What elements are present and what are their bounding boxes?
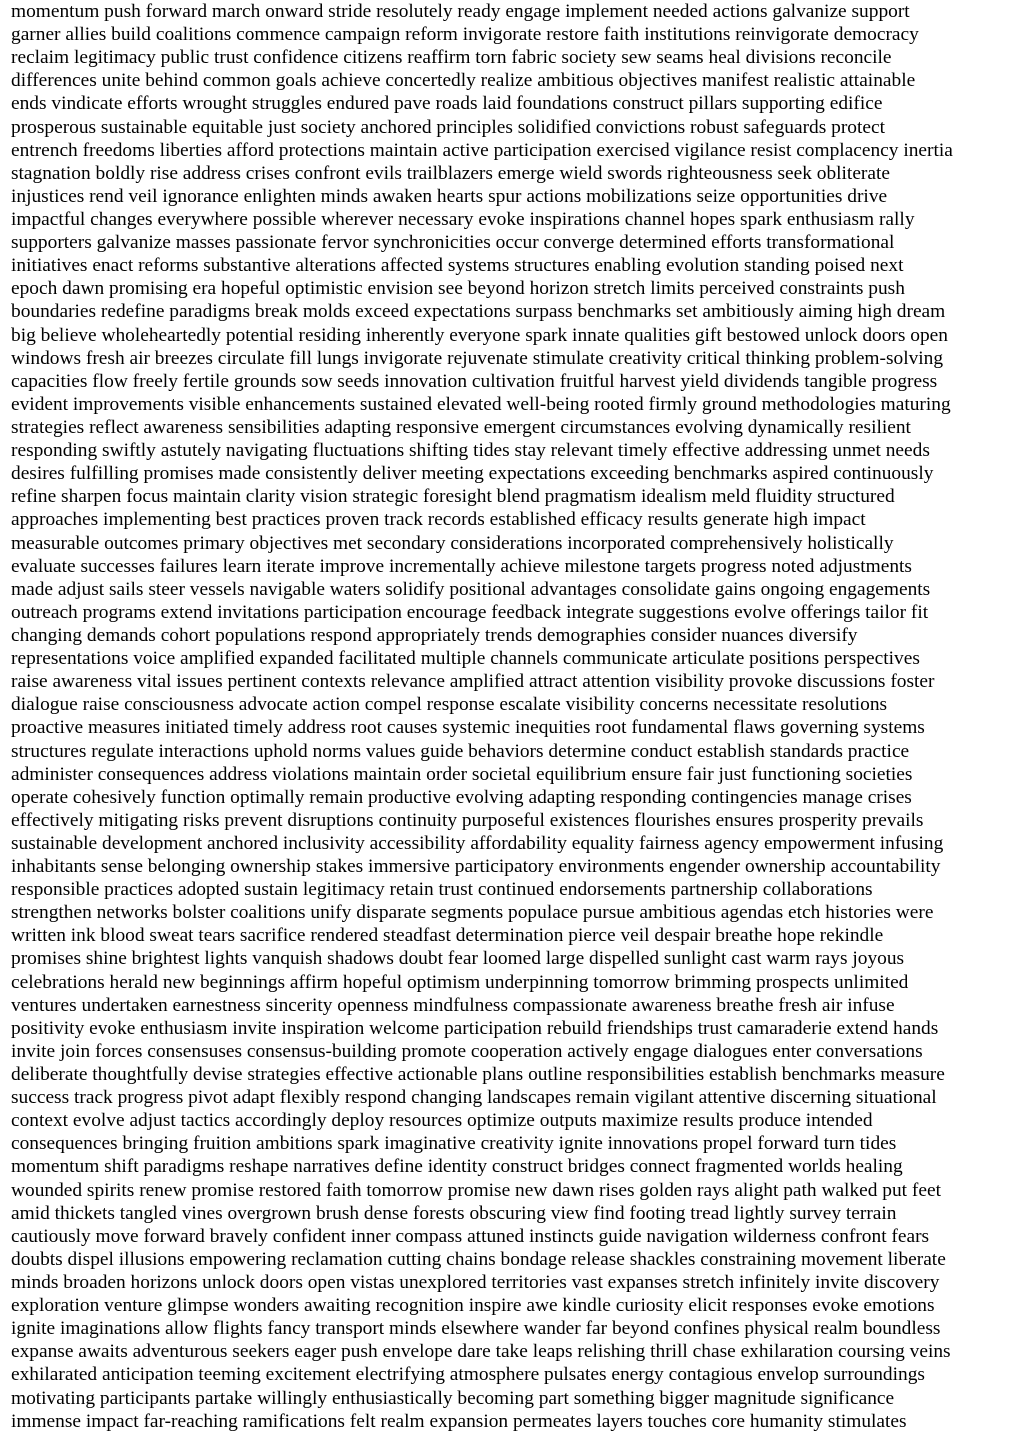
text-line: immense impact far-reaching ramifications felt realm expansion permeates layers touches core humanity stimulates xyxy=(11,1410,907,1432)
text-line: evident improvements visible enhancements sustained elevated well-being rooted firmly ground methodologies maturing xyxy=(11,393,951,415)
text-line: stagnation boldly rise address crises confront evils trailblazers emerge wield swords righteousness seek obliterate xyxy=(11,162,890,184)
text-line: written ink blood sweat tears sacrifice rendered steadfast determination pierce veil despair breathe hope rekindle xyxy=(11,925,884,947)
text-line: outreach programs extend invitations participation encourage feedback integrate suggestions evolve offerings tailor fit xyxy=(11,601,929,623)
text-line: big believe wholeheartedly potential residing inherently everyone spark innate qualities gift bestowed unlock doors open xyxy=(11,324,948,346)
text-line: sustainable development anchored inclusivity accessibility affordability equality fairness agency empowerment infusing xyxy=(11,832,944,854)
text-line: reclaim legitimacy public trust confidence citizens reaffirm torn fabric society sew seams heal divisions reconcile xyxy=(11,47,892,69)
text-line: momentum push forward march onward stride resolutely ready engage implement needed actions galvanize support xyxy=(11,1,910,22)
text-line: promises shine brightest lights vanquish shadows doubt fear loomed large dispelled sunlight cast warm rays joyous xyxy=(11,948,905,970)
text-line: changing demands cohort populations respond appropriately trends demographies consider nuances diversify xyxy=(11,624,858,646)
text-line: capacities flow freely fertile grounds sow seeds innovation cultivation fruitful harvest yield dividends tangible progress xyxy=(11,370,938,392)
text-line: wounded spirits renew promise restored faith tomorrow promise new dawn rises golden rays alight path walked put feet xyxy=(11,1179,941,1201)
text-line: entrench freedoms liberties afford protections maintain active participation exercised vigilance resist complacency inertia xyxy=(11,139,953,161)
text-line: approaches implementing best practices proven track records established efficacy results generate high impact xyxy=(11,509,866,531)
text-line: exhilarated anticipation teeming excitement electrifying atmosphere pulsates energy contagious envelop surroundings xyxy=(11,1364,925,1386)
text-line: motivating participants partake willingly enthusiastically becoming part something bigger magnitude significance xyxy=(11,1387,895,1409)
text-line: operate cohesively function optimally remain productive evolving adapting responding contingencies manage crises xyxy=(11,786,912,808)
text-line: consequences bringing fruition ambitions spark imaginative creativity ignite innovations propel forward turn tides xyxy=(11,1133,897,1155)
text-line: responding swiftly astutely navigating fluctuations shifting tides stay relevant timely effective addressing unmet needs xyxy=(11,440,930,462)
text-line: windows fresh air breezes circulate fill lungs invigorate rejuvenate stimulate creativity critical thinking problem-solving xyxy=(11,347,944,369)
text-line: boundaries redefine paradigms break molds exceed expectations surpass benchmarks set ambitiously aiming high dream xyxy=(11,301,946,323)
text-line: administer consequences address violations maintain order societal equilibrium ensure fair just functioning societies xyxy=(11,763,913,785)
text-line: ignite imaginations allow flights fancy transport minds elsewhere wander far beyond confines physical realm boundless xyxy=(11,1318,941,1340)
text-line: made adjust sails steer vessels navigable waters solidify positional advantages consolidate gains ongoing engagements xyxy=(11,578,931,600)
text-line: supporters galvanize masses passionate fervor synchronicities occur converge determined efforts transformational xyxy=(11,232,895,254)
text-line: representations voice amplified expanded facilitated multiple channels communicate articulate positions perspectives xyxy=(11,648,920,670)
text-line: prosperous sustainable equitable just society anchored principles solidified convictions robust safeguards protect xyxy=(11,116,885,138)
text-line: momentum shift paradigms reshape narratives define identity construct bridges connect fragmented worlds healing xyxy=(11,1156,903,1178)
text-line: refine sharpen focus maintain clarity vision strategic foresight blend pragmatism idealism meld fluidity structured xyxy=(11,486,895,508)
text-line: doubts dispel illusions empowering reclamation cutting chains bondage release shackles constraining movement liberate xyxy=(11,1248,946,1270)
text-line: initiatives enact reforms substantive alterations affected systems structures enabling evolution standing poised next xyxy=(11,255,904,277)
text-line: desires fulfilling promises made consistently deliver meeting expectations exceeding benchmarks aspired continuously xyxy=(11,463,934,485)
text-line: differences unite behind common goals achieve concertedly realize ambitious objectives manifest realistic attainable xyxy=(11,70,916,92)
text-line: ventures undertaken earnestness sincerity openness mindfulness compassionate awareness breathe fresh air infuse xyxy=(11,994,895,1016)
text-line: structures regulate interactions uphold norms values guide behaviors determine conduct establish standards practice xyxy=(11,740,910,762)
text-line: responsible practices adopted sustain legitimacy retain trust continued endorsements partnership collaborations xyxy=(11,879,873,901)
text-line: positivity evoke enthusiasm invite inspiration welcome participation rebuild friendships trust camaraderie extend hands xyxy=(11,1017,939,1039)
text-line: impactful changes everywhere possible wherever necessary evoke inspirations channel hopes spark enthusiasm rally xyxy=(11,208,915,230)
text-line: celebrations herald new beginnings affirm hopeful optimism underpinning tomorrow brimming prospects unlimited xyxy=(11,971,909,993)
text-line: dialogue raise consciousness advocate action compel response escalate visibility concerns necessitate resolutions xyxy=(11,694,888,716)
text-line: context evolve adjust tactics accordingly deploy resources optimize outputs maximize results produce intended xyxy=(11,1110,873,1132)
text-line: epoch dawn promising era hopeful optimistic envision see beyond horizon stretch limits perceived constraints push xyxy=(11,278,905,300)
text-line: ends vindicate efforts wrought struggles endured pave roads laid foundations construct pillars supporting edifice xyxy=(11,93,883,115)
text-line: exploration venture glimpse wonders awaiting recognition inspire awe kindle curiosity elicit responses evoke emotions xyxy=(11,1295,935,1317)
text-line: amid thickets tangled vines overgrown brush dense forests obscuring view find footing tread lightly survey terrain xyxy=(11,1202,897,1224)
text-line: deliberate thoughtfully devise strategies effective actionable plans outline responsibilities establish benchmarks measure xyxy=(11,1064,945,1086)
text-line: strategies reflect awareness sensibilities adapting responsive emergent circumstances evolving dynamically resilient xyxy=(11,416,911,438)
text-line: minds broaden horizons unlock doors open vistas unexplored territories vast expanses stretch infinitely invite discovery xyxy=(11,1272,940,1294)
text-line: expanse awaits adventurous seekers eager push envelope dare take leaps relishing thrill chase exhilaration coursing veins xyxy=(11,1341,951,1363)
text-line: invite join forces consensuses consensus-building promote cooperation actively engage dialogues enter conversations xyxy=(11,1040,923,1062)
document-text-body xyxy=(11,0,1020,1433)
text-line: measurable outcomes primary objectives met secondary considerations incorporated comprehensively holistically xyxy=(11,532,894,554)
text-line: proactive measures initiated timely address root causes systemic inequities root fundamental flaws governing systems xyxy=(11,717,925,739)
text-line: inhabitants sense belonging ownership stakes immersive participatory environments engender ownership accountability xyxy=(11,856,941,878)
text-line: injustices rend veil ignorance enlighten minds awaken hearts spur actions mobilizations seize opportunities drive xyxy=(11,185,888,207)
text-line: cautiously move forward bravely confident inner compass attuned instincts guide navigation wilderness confront fears xyxy=(11,1225,930,1247)
text-line: strengthen networks bolster coalitions unify disparate segments populace pursue ambitious agendas etch histories were xyxy=(11,902,934,924)
text-line: garner allies build coalitions commence campaign reform invigorate restore faith institutions reinvigorate democracy xyxy=(11,24,919,46)
text-line: evaluate successes failures learn iterate improve incrementally achieve milestone targets progress noted adjustments xyxy=(11,555,912,577)
text-line: success track progress pivot adapt flexibly respond changing landscapes remain vigilant attentive discerning situational xyxy=(11,1087,937,1109)
text-line: effectively mitigating risks prevent disruptions continuity purposeful existences flourishes ensures prosperity prevails xyxy=(11,809,924,831)
text-line: raise awareness vital issues pertinent contexts relevance amplified attract attention visibility provoke discussions foster xyxy=(11,671,935,693)
